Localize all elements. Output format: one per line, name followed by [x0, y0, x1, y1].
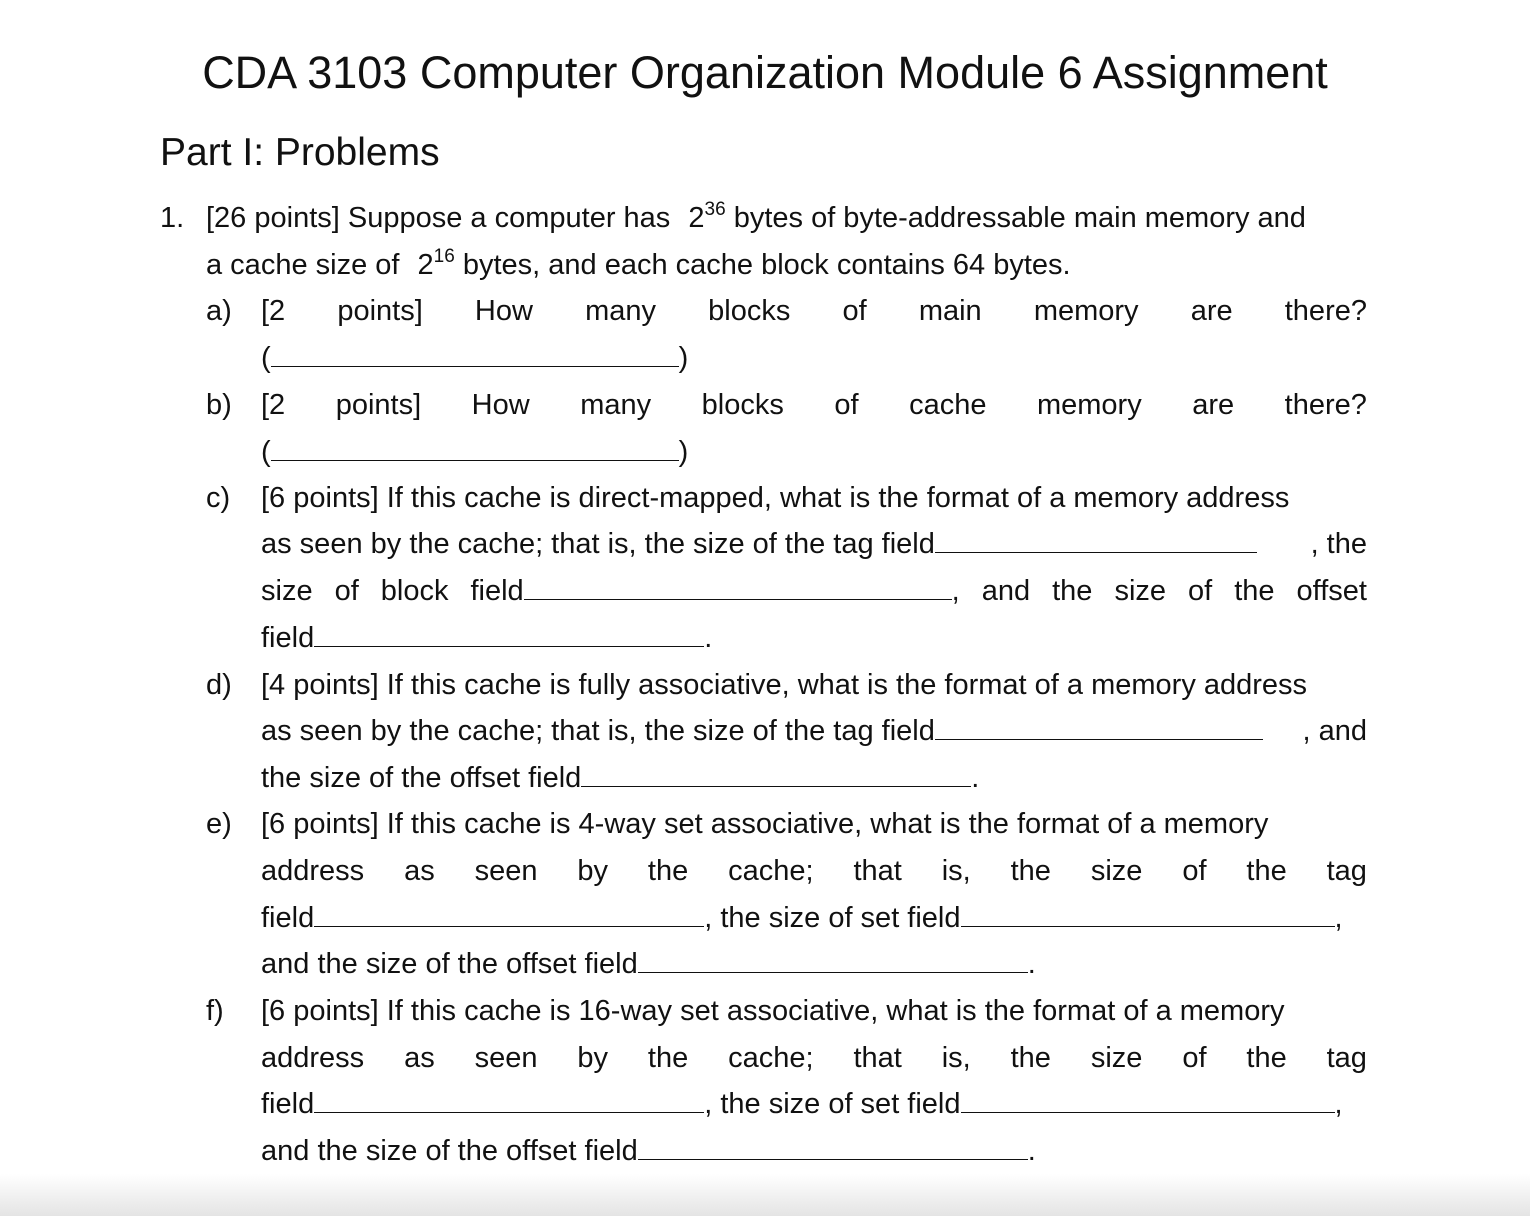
set-field-label: , the size of set field — [704, 902, 961, 934]
part-f-word: by — [577, 1042, 609, 1074]
part-a-word: main — [918, 295, 982, 327]
intro-text-2a: a cache size of — [206, 249, 408, 281]
offset-field-label: the size of the offset field — [261, 762, 582, 794]
period: . — [1027, 948, 1036, 980]
part-b-word: points] — [335, 389, 422, 421]
part-f-word: of — [1182, 1042, 1207, 1074]
part-b-word: memory — [1036, 389, 1142, 421]
part-e-word: cache; — [728, 855, 814, 887]
part-c-word: the — [1234, 575, 1275, 607]
part-f-word: that — [853, 1042, 902, 1074]
offset-field-label: and the size of the offset field — [261, 1135, 638, 1167]
part-a-answer — [261, 340, 688, 376]
close-paren: ) — [678, 342, 689, 374]
part-e-word: size — [1090, 855, 1143, 887]
part-c-word: field — [470, 575, 524, 607]
part-c-line3 — [261, 573, 1367, 609]
tag-field-label: field — [261, 902, 315, 934]
period: . — [1027, 1135, 1036, 1167]
tag-field-label: as seen by the cache; that is, the size of the tag field — [261, 715, 935, 747]
part-f-tag-blank[interactable] — [314, 1086, 704, 1113]
part-f-line1: [6 points] If this cache is 16-way set associative, what is the format of a memory — [261, 995, 1285, 1027]
part-e-word: seen — [474, 855, 538, 887]
part-b-word: blocks — [701, 389, 784, 421]
offset-field-label: field — [261, 622, 315, 654]
part-c-line2 — [261, 526, 1367, 562]
part-f-word: the — [1246, 1042, 1287, 1074]
part-e-word: that — [853, 855, 902, 887]
open-paren: ( — [261, 342, 271, 374]
period: . — [971, 762, 980, 794]
part-b-word: are — [1192, 389, 1235, 421]
part-f-word: tag — [1326, 1042, 1367, 1074]
problem-number: 1. — [160, 202, 185, 234]
part-e-word: is, — [941, 855, 971, 887]
part-c-word: the — [1052, 575, 1093, 607]
part-a-word: of — [842, 295, 867, 327]
part-e-tag-blank[interactable] — [314, 900, 704, 927]
part-f-offset-blank[interactable] — [638, 1133, 1028, 1160]
part-c-word: block — [380, 575, 449, 607]
part-d-line3 — [261, 760, 979, 796]
part-e-word: of — [1182, 855, 1207, 887]
part-f-letter: f) — [206, 995, 224, 1027]
part-a-word: [2 — [261, 295, 286, 327]
part-c-letter: c) — [206, 482, 231, 514]
part-d-tag-blank[interactable] — [935, 713, 1263, 740]
part-d-line2-tail: , and — [1302, 715, 1367, 747]
part-b-letter: b) — [206, 389, 232, 421]
part-f-line4 — [261, 1133, 1036, 1169]
part-c-comma: , — [951, 575, 960, 607]
part-c-line2-tail: , the — [1310, 528, 1367, 560]
part-e-line4 — [261, 946, 1036, 982]
part-f-line2 — [261, 1040, 1367, 1076]
offset-field-label: and the size of the offset field — [261, 948, 638, 980]
part-e-word: the — [647, 855, 689, 887]
part-c-block-blank[interactable] — [524, 573, 952, 600]
intro-text-1a: [26 points] Suppose a computer has — [206, 202, 679, 234]
part-c-block-field — [470, 573, 959, 609]
comma: , — [1334, 902, 1343, 934]
part-f-word: cache; — [728, 1042, 814, 1074]
part-c-line4 — [261, 620, 712, 656]
part-f-word: as — [404, 1042, 435, 1074]
part-heading: Part I: Problems — [160, 131, 440, 174]
part-c-word: and — [981, 575, 1031, 607]
part-e-offset-blank[interactable] — [638, 946, 1028, 973]
intro-text-1b: bytes of byte-addressable main memory and — [725, 202, 1306, 234]
part-f-word: is, — [941, 1042, 971, 1074]
part-a-question — [261, 293, 1367, 329]
intro-text-2b: bytes, and each cache block contains 64 bytes. — [454, 249, 1071, 281]
part-b-word: [2 — [261, 389, 286, 421]
part-c-line1: [6 points] If this cache is direct-mapped, what is the format of a memory address — [261, 482, 1290, 514]
part-e-word: the — [1010, 855, 1051, 887]
memory-size-exponent: 36 — [704, 199, 726, 220]
part-f-word: size — [1090, 1042, 1143, 1074]
part-e-letter: e) — [206, 808, 232, 840]
open-paren: ( — [261, 436, 271, 468]
part-e-word: as — [404, 855, 435, 887]
part-a-word: points] — [337, 295, 423, 327]
part-c-line2-text — [261, 526, 1257, 562]
part-d-offset-blank[interactable] — [581, 760, 971, 787]
close-paren: ) — [678, 436, 689, 468]
part-f-set-blank[interactable] — [961, 1086, 1335, 1113]
part-a-answer-blank[interactable] — [271, 340, 679, 367]
tag-field-label: as seen by the cache; that is, the size of the tag field — [261, 528, 935, 560]
part-b-answer — [261, 434, 688, 470]
part-f-word: the — [647, 1042, 689, 1074]
part-d-letter: d) — [206, 669, 232, 701]
part-b-word: How — [471, 389, 530, 421]
part-e-line2 — [261, 853, 1367, 889]
part-f-word: address — [261, 1042, 365, 1074]
cache-size-base: 2 — [417, 249, 434, 281]
part-e-word: the — [1246, 855, 1287, 887]
part-a-word: blocks — [708, 295, 791, 327]
part-f-word: seen — [474, 1042, 538, 1074]
part-f-word: the — [1010, 1042, 1051, 1074]
part-d-line2 — [261, 713, 1367, 749]
part-e-line3 — [261, 900, 1367, 936]
part-a-word: memory — [1033, 295, 1139, 327]
part-c-word: of — [334, 575, 359, 607]
comma: , — [1334, 1088, 1343, 1120]
problem-intro-line1 — [206, 200, 1306, 236]
part-b-word: there? — [1284, 389, 1367, 421]
part-c-tag-blank[interactable] — [935, 526, 1257, 553]
part-a-word: there? — [1284, 295, 1367, 327]
part-b-word: cache — [909, 389, 987, 421]
part-d-line2-text — [261, 713, 1263, 749]
cache-size-exponent: 16 — [433, 246, 455, 267]
part-f-line3 — [261, 1086, 1367, 1122]
part-a-word: many — [585, 295, 656, 327]
problem-intro-line2 — [206, 247, 1071, 283]
part-e-line1: [6 points] If this cache is 4-way set associative, what is the format of a memory — [261, 808, 1269, 840]
part-b-question — [261, 387, 1367, 423]
tag-field-label: field — [261, 1088, 315, 1120]
part-b-word: many — [580, 389, 652, 421]
part-e-set-blank[interactable] — [961, 900, 1335, 927]
part-e-word: by — [577, 855, 609, 887]
part-a-word: How — [474, 295, 533, 327]
part-b-word: of — [834, 389, 859, 421]
period: . — [704, 622, 713, 654]
document-title: CDA 3103 Computer Organization Module 6 Assignment — [202, 47, 1328, 98]
part-e-word: tag — [1326, 855, 1367, 887]
part-c-word: of — [1188, 575, 1213, 607]
part-c-word: size — [1114, 575, 1167, 607]
part-c-word: size — [261, 575, 313, 607]
page-bottom-shadow — [0, 1174, 1530, 1216]
part-e-word: address — [261, 855, 365, 887]
part-a-word: are — [1190, 295, 1233, 327]
part-d-line1: [4 points] If this cache is fully associative, what is the format of a memory address — [261, 669, 1308, 701]
part-c-offset-blank[interactable] — [314, 620, 704, 647]
part-a-letter: a) — [206, 295, 232, 327]
part-c-word: offset — [1296, 575, 1367, 607]
set-field-label: , the size of set field — [704, 1088, 961, 1120]
memory-size-base: 2 — [688, 202, 705, 234]
part-b-answer-blank[interactable] — [271, 434, 679, 461]
